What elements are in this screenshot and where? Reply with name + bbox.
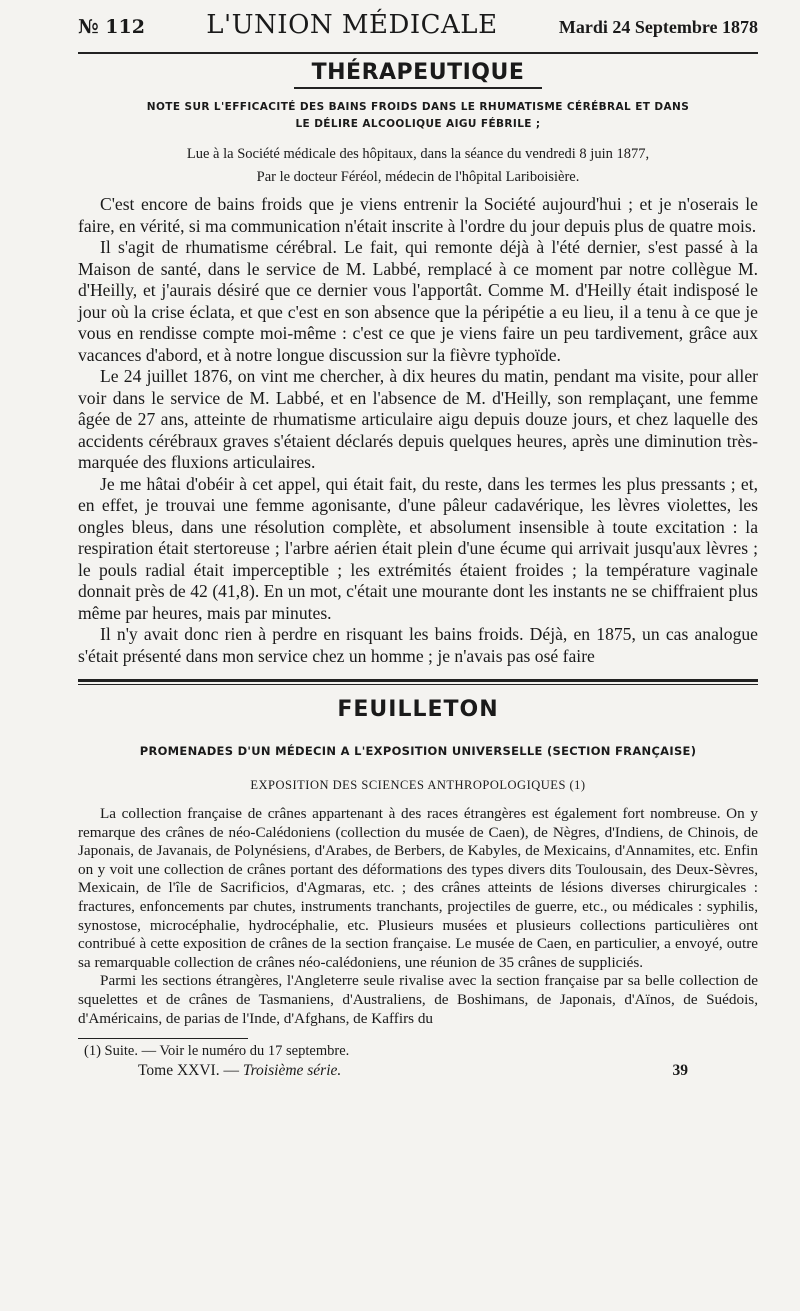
feuilleton-paragraph: Parmi les sections étrangères, l'Angleterre seule rivalise avec la section française par sa belle collection de squelettes et de crânes de Tasmaniens, d'Australiens, de Boshimans, de Japonais, d'Aïnos, de Suédois, d'Américains, de parias de l'Inde, d'Afghans, de Kaffirs du (78, 972, 758, 1027)
page-header (78, 10, 758, 46)
article-subtitle: Lue à la Société médicale des hôpitaux, dans la séance du vendredi 8 juin 1877, (186, 146, 650, 162)
footer-tome: Tome XXVI. (138, 1062, 220, 1080)
article-paragraph: Je me hâtai d'obéir à cet appel, qui était fait, du reste, dans les termes les plus pressants ; et, en effet, je trouvai une femme agonisante, d'une pâleur cadavérique, les lèvres violettes, les ongles bleus, dans une résolution complète, et absolument insensible à toute excitation : la respiration était stertoreuse ; l'arbre aérien était plein d'une écume qui arrivait jusqu'aux lèvres ; le pouls radial était imperceptible ; les extrémités étaient froides ; la température vaginale donnait près de 42 (41,8). En un mot, c'était une mourante dont les instants ne se chiffraient plus même par heures, mais par minutes. (78, 473, 758, 623)
issue-number: № 112 (78, 16, 145, 38)
article-byline: Par le docteur Féréol, médecin de l'hôpital Lariboisière. (256, 169, 580, 185)
feuilleton-divider (78, 679, 758, 685)
journal-title: L'UNION MÉDICALE (206, 10, 498, 40)
issue-date: Mardi 24 Septembre 1878 (558, 17, 758, 37)
section-title: THÉRAPEUTIQUE (78, 60, 758, 85)
article-body (78, 194, 758, 667)
article-title-line-1: NOTE SUR L'EFFICACITÉ DES BAINS FROIDS DANS LE RHUMATISME CÉRÉBRAL ET DANS (146, 101, 690, 113)
feuilleton-title: FEUILLETON (337, 697, 499, 722)
footnote-rule (78, 1038, 248, 1039)
article-title-line-2: LE DÉLIRE ALCOOLIQUE AIGU FÉBRILE ; (295, 118, 541, 130)
feuilleton-subheading: EXPOSITION DES SCIENCES ANTHROPOLOGIQUES (1) (250, 778, 586, 792)
article-paragraph: Le 24 juillet 1876, on vint me chercher, à dix heures du matin, pendant ma visite, pour aller voir dans le service de M. Labbé, et en l'absence de M. d'Heilly, son remplaçant, une femme âgée de 27 ans, atteinte de rhumatisme articulaire aigu depuis douze jours, et chez laquelle des accidents cérébraux graves s'étaient déclarés depuis quelques heures, après une diminution très-marquée des fluxions articulaires. (78, 366, 758, 472)
page-footer (138, 1062, 688, 1080)
article-paragraph: C'est encore de bains froids que je viens entrenir la Société aujourd'hui ; et je n'oserais le faire, en vérité, si ma communication n'était inscrite à l'ordre du jour depuis plus de quatre mois. (78, 194, 758, 236)
footer-series: Troisième série. (242, 1062, 342, 1080)
article-title (64, 99, 772, 133)
footer-separator: — (223, 1062, 239, 1080)
feuilleton-heading: PROMENADES D'UN MÉDECIN A L'EXPOSITION UNIVERSELLE (SECTION FRANÇAISE) (139, 744, 697, 758)
page-number: 39 (672, 1062, 688, 1080)
footnote: (1) Suite. — Voir le numéro du 17 septembre. (84, 1043, 350, 1060)
footer-volume (138, 1062, 341, 1080)
feuilleton-paragraph: La collection française de crânes appartenant à des races étrangères est également fort nombreuse. On y remarque des crânes de néo-Calédoniens (collection du musée de Caen), de Nègres, d'Indiens, de Chinois, de Japonais, de Javanais, de Polynésiens, d'Arabes, de Berbers, de Kabyles, de Mexicains, d'Annamites, etc. Enfin on y voit une collection de crânes portant des déformations des types divers dits Toulousain, des Deux-Sèvres, Mexicain, de l'île de Sacrificios, d'Agmaras, etc. ; des crânes atteints de lésions diverses chirurgicales : fractures, enfoncements par chutes, instruments tranchants, projectiles de guerre, etc., ou médicales : syphilis, synostose, microcéphalie, hydrocéphalie, etc. Plusieurs musées et plusieurs collections particulières ont contribué à cette exposition de crânes de la section française. Le musée de Caen, en particulier, a envoyé, outre sa remarquable collection de crânes néo-calédoniens, une réunion de 35 crânes de suppliciés. (78, 805, 758, 971)
article-paragraph: Il s'agit de rhumatisme cérébral. Le fait, qui remonte déjà à l'été dernier, s'est passé à la Maison de santé, dans le service de M. Labbé, remplacé à ce moment par notre collègue M. d'Heilly, et j'aurais désiré que ce dernier vous l'apportât. Comme M. d'Heilly était indisposé le jour où la crise éclata, et que c'est en son absence que la péripétie a eu lieu, il a tenu à ce que je vous en rendisse compte moi-même : c'est ce que je viens faire un peu tardivement, grâce aux vacances d'abord, et à notre longue discussion sur la fièvre typhoïde. (78, 237, 758, 365)
article-paragraph: Il n'y avait donc rien à perdre en risquant les bains froids. Déjà, en 1875, un cas analogue s'était présenté dans mon service chez un homme ; je n'avais pas osé faire (78, 624, 758, 666)
feuilleton-body (78, 805, 758, 1028)
header-rule (78, 52, 758, 54)
